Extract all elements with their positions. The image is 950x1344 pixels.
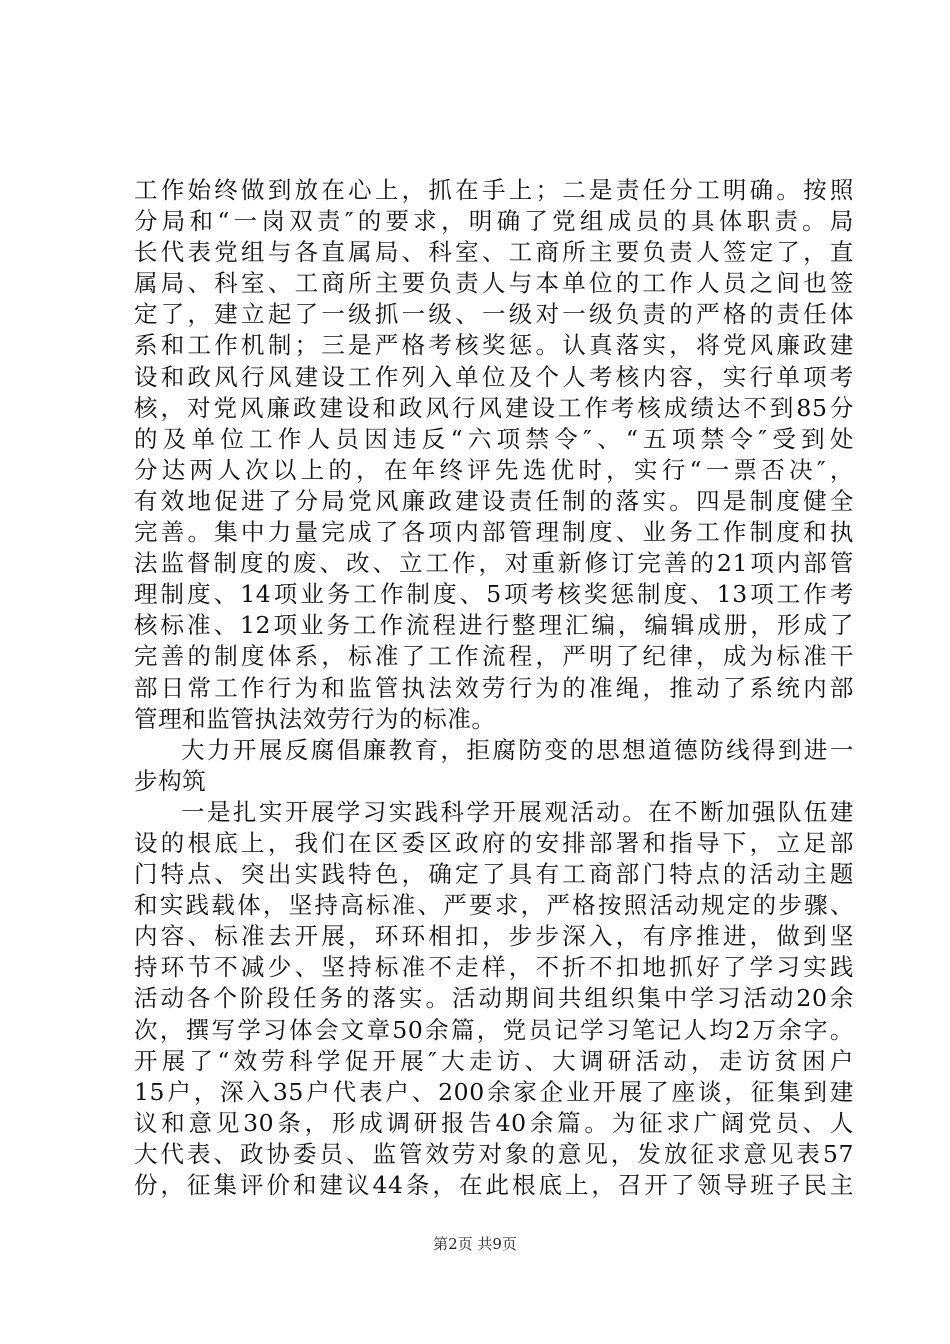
page-footer: 第2页 共9页	[433, 1235, 517, 1253]
text-line: 部日常工作行为和监管执法效劳行为的准绳，推动了系统内部	[134, 673, 854, 702]
text-line: 设和政风行风建设工作列入单位及个人考核内容，实行单项考	[134, 362, 854, 391]
text-line: 一是扎实开展学习实践科学开展观活动。在不断加强队伍建	[181, 797, 854, 826]
text-line: 分达两人次以上的，在年终评先选优时，实行“一票否决″，	[134, 455, 854, 484]
text-line: 法监督制度的废、改、立工作，对重新修订完善的21项内部管	[134, 549, 854, 578]
text-line: 门特点、突出实践特色，确定了具有工商部门特点的活动主题	[134, 860, 854, 889]
text-line: 份，征集评价和建议44条，在此根底上，召开了领导班子民主	[134, 1171, 854, 1199]
text-line: 的及单位工作人员因违反“六项禁令″、“五项禁令″受到处	[134, 424, 854, 453]
text-line: 定了，建立起了一级抓一级、一级对一级负责的严格的责任体	[134, 300, 854, 329]
text-line: 核标准、12项业务工作流程进行整理汇编，编辑成册，形成了	[134, 611, 854, 640]
text-line: 次，撰写学习体会文章50余篇，党员记学习笔记人均2万余字。	[134, 1015, 854, 1044]
text-line: 分局和“一岗双责″的要求，明确了党组成员的具体职责。局	[134, 207, 854, 236]
text-line: 和实践载体，坚持高标准、严要求，严格按照活动规定的步骤、	[134, 891, 854, 920]
text-line: 活动各个阶段任务的落实。活动期间共组织集中学习活动20余	[134, 984, 854, 1013]
text-line: 大代表、政协委员、监管效劳对象的意见，发放征求意见表57	[134, 1139, 854, 1168]
text-line: 属局、科室、工商所主要负责人与本单位的工作人员之间也签	[134, 269, 854, 298]
text-line: 议和意见30条，形成调研报告40余篇。为征求广阔党员、人	[134, 1108, 854, 1137]
text-line: 大力开展反腐倡廉教育，拒腐防变的思想道德防线得到进一	[181, 735, 854, 764]
text-line: 内容、标准去开展，环环相扣，步步深入，有序推进，做到坚	[134, 922, 854, 951]
text-line: 完善。集中力量完成了各项内部管理制度、业务工作制度和执	[134, 518, 854, 547]
text-line: 有效地促进了分局党风廉政建设责任制的落实。四是制度健全	[134, 486, 854, 515]
text-line: 完善的制度体系，标准了工作流程，严明了纪律，成为标准干	[134, 642, 854, 671]
text-line: 15户，深入35户代表户、200余家企业开展了座谈，征集到建	[134, 1077, 854, 1106]
text-line: 核，对党风廉政建设和政风行风建设工作考核成绩达不到85分	[134, 393, 854, 422]
text-line: 管理和监管执法效劳行为的标准。	[134, 704, 496, 733]
text-line: 持环节不减少、坚持标准不走样，不折不扣地抓好了学习实践	[134, 953, 854, 982]
text-line: 理制度、14项业务工作制度、5项考核奖惩制度、13项工作考	[134, 580, 854, 609]
body-text	[134, 175, 854, 1201]
text-line: 系和工作机制；三是严格考核奖惩。认真落实，将党风廉政建	[134, 331, 854, 360]
text-line: 步构筑	[134, 766, 207, 795]
text-line: 开展了“效劳科学促开展″大走访、大调研活动，走访贫困户	[134, 1046, 854, 1075]
text-line: 设的根底上，我们在区委区政府的安排部署和指导下，立足部	[134, 828, 854, 857]
text-line: 工作始终做到放在心上，抓在手上；二是责任分工明确。按照	[134, 176, 854, 204]
text-line: 长代表党组与各直属局、科室、工商所主要负责人签定了，直	[134, 238, 854, 267]
